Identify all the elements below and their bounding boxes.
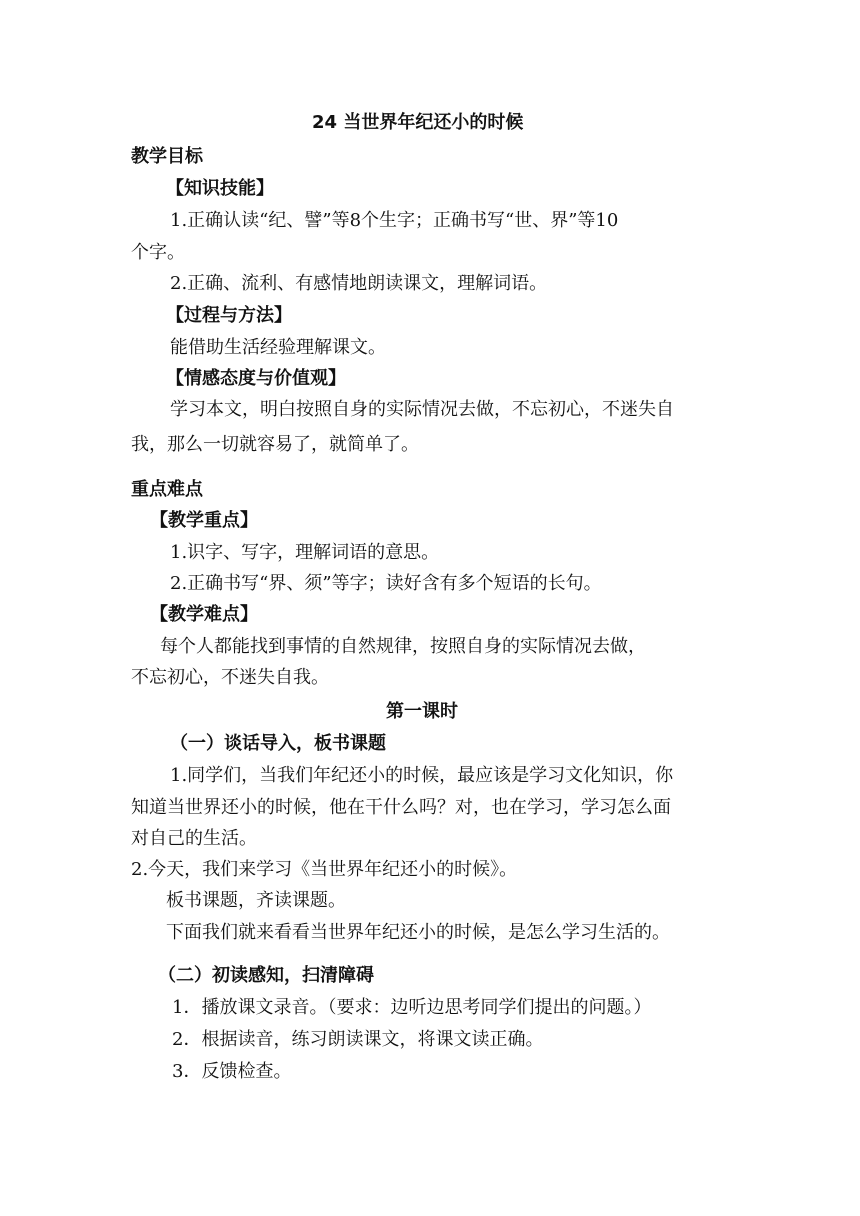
process-heading: 【过程与方法】 [166, 305, 292, 326]
document-title: 24 当世界年纪还小的时候 [312, 112, 524, 133]
part1-line-4: 2.今天，我们来学习《当世界年纪还小的时候》。 [131, 859, 518, 880]
difficulty-heading: 【教学难点】 [150, 604, 258, 625]
focus-item-2: 2.正确书写“界、须”等字；读好含有多个短语的长句。 [170, 573, 602, 594]
goals-heading: 教学目标 [131, 146, 203, 167]
part1-line-5: 板书课题，齐读课题。 [166, 890, 346, 911]
part1-heading: （一）谈话导入，板书课题 [170, 733, 386, 754]
part2-heading: （二）初读感知，扫清障碍 [158, 965, 374, 986]
part2-line-2: 2．根据读音，练习朗读课文，将课文读正确。 [172, 1029, 544, 1050]
lesson1-heading: 第一课时 [386, 701, 458, 722]
part1-line-1: 1.同学们，当我们年纪还小的时候，最应该是学习文化知识，你 [170, 765, 674, 786]
knowledge-item-1: 1.正确认读“纪、譬”等8个生字；正确书写“世、界”等10 [170, 210, 619, 231]
emotion-heading: 【情感态度与价值观】 [166, 368, 346, 389]
difficulty-text-2: 不忘初心，不迷失自我。 [131, 667, 329, 688]
knowledge-heading: 【知识技能】 [166, 178, 274, 199]
part1-line-2: 知道当世界还小的时候，他在干什么吗？对，也在学习，学习怎么面 [131, 797, 671, 818]
focus-heading: 【教学重点】 [150, 510, 258, 531]
difficulty-text-1: 每个人都能找到事情的自然规律，按照自身的实际情况去做， [160, 636, 646, 657]
part2-line-3: 3．反馈检查。 [172, 1061, 292, 1082]
knowledge-item-2: 2.正确、流利、有感情地朗读课文，理解词语。 [170, 273, 548, 294]
part1-line-3: 对自己的生活。 [131, 828, 257, 849]
process-text: 能借助生活经验理解课文。 [170, 337, 386, 358]
knowledge-item-1-cont: 个字。 [131, 242, 185, 263]
part1-line-6: 下面我们就来看看当世界年纪还小的时候，是怎么学习生活的。 [166, 922, 670, 943]
part2-line-1: 1．播放课文录音。（要求：边听边思考同学们提出的问题。） [172, 997, 652, 1018]
focus-item-1: 1.识字、写字，理解词语的意思。 [170, 542, 440, 563]
keypoints-heading: 重点难点 [131, 479, 203, 500]
emotion-text-2: 我，那么一切就容易了，就简单了。 [131, 434, 419, 455]
emotion-text-1: 学习本文，明白按照自身的实际情况去做，不忘初心，不迷失自 [170, 399, 674, 420]
